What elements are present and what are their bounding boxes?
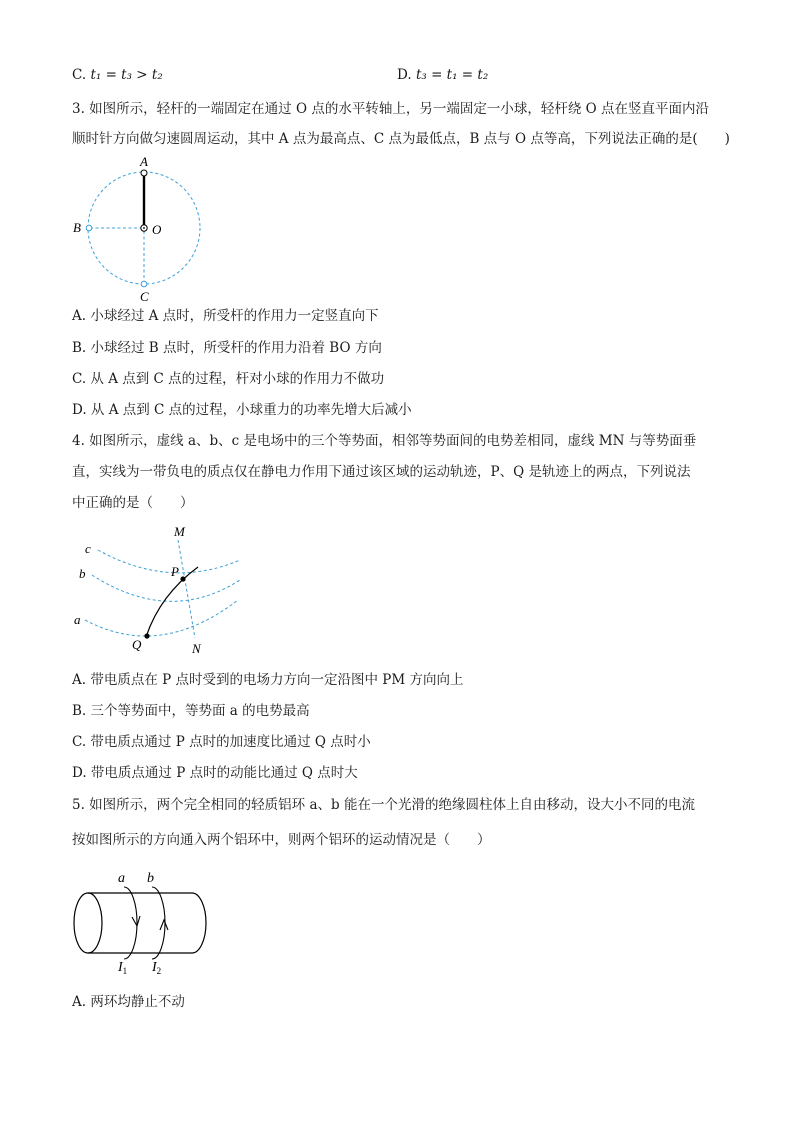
q5-label-i1 xyxy=(117,960,127,976)
q5-cylinder-figure xyxy=(70,865,215,980)
q3-label-c: C xyxy=(140,289,149,304)
q3-stem-line-2: 顺时针方向做匀速圆周运动，其中 A 点为最高点、C 点为最低点，B 点与 O 点等高，下列说法正确的是( ) xyxy=(72,131,730,147)
q3-option-b: B. 小球经过 B 点时，所受杆的作用力沿着 BO 方向 xyxy=(72,340,382,356)
q3-circle-figure xyxy=(70,155,210,305)
q3-label-o: O xyxy=(152,222,162,237)
q5-label-b: b xyxy=(147,871,154,886)
q5-label-i2-main: I xyxy=(152,960,157,975)
q5-cylinder-left-end xyxy=(74,893,102,953)
q2-option-d-expr: t₃ = t₁ = t₂ xyxy=(415,67,489,83)
q4-label-n: N xyxy=(192,641,201,656)
q4-label-a: a xyxy=(74,612,81,627)
q4-stem-line-3: 中正确的是（ ） xyxy=(72,495,194,511)
q3-label-a: A xyxy=(140,155,148,169)
q5-cylinder-right-end xyxy=(192,893,206,953)
q5-label-i1-main: I xyxy=(118,960,123,975)
q2-option-d xyxy=(397,66,488,84)
q4-equipotential-b xyxy=(92,575,240,601)
q4-option-d: D. 带电质点通过 P 点时的动能比通过 Q 点时大 xyxy=(72,765,358,781)
q3-point-c xyxy=(141,281,147,287)
q2-option-c-label: C. xyxy=(72,67,91,83)
q3-option-c: C. 从 A 点到 C 点的过程，杆对小球的作用力不做功 xyxy=(72,371,385,387)
q3-ball-a xyxy=(141,170,147,176)
q4-equipotential-figure xyxy=(70,520,250,660)
q4-line-mn xyxy=(178,540,195,638)
q4-stem-line-1: 4. 如图所示，虚线 a、b、c 是电场中的三个等势面，相邻等势面间的电势差相同，虚线 MN 与等势面垂 xyxy=(72,433,697,449)
q4-point-p xyxy=(180,576,185,581)
q5-option-a: A. 两环均静止不动 xyxy=(72,994,185,1010)
q5-label-i2-sub: 2 xyxy=(156,966,162,976)
q3-label-b: B xyxy=(73,220,81,235)
q2-option-c xyxy=(72,66,163,84)
q4-option-c: C. 带电质点通过 P 点时的加速度比通过 Q 点时小 xyxy=(72,734,371,750)
q5-label-a: a xyxy=(118,871,125,886)
q2-option-d-label: D. xyxy=(397,67,416,83)
q4-stem-line-2: 直，实线为一带负电的质点仅在静电力作用下通过该区域的运动轨迹，P、Q 是轨迹上的两点，下列说法 xyxy=(72,464,691,480)
q4-equipotential-c xyxy=(98,550,240,573)
q5-label-i2 xyxy=(151,960,161,976)
q3-option-d: D. 从 A 点到 C 点的过程，小球重力的功率先增大后减小 xyxy=(72,402,412,418)
q4-label-c: c xyxy=(85,541,91,556)
q3-stem-line-1: 3. 如图所示，轻杆的一端固定在通过 O 点的水平转轴上，另一端固定一小球，轻杆绕 O 点在竖直平面内沿 xyxy=(72,101,709,117)
q5-ring-a-arrow xyxy=(132,916,140,926)
q4-label-p: P xyxy=(171,564,179,579)
q5-stem-line-1: 5. 如图所示，两个完全相同的轻质铝环 a、b 能在一个光滑的绝缘圆柱体上自由移动，设大小不同的电流 xyxy=(72,797,695,813)
q4-label-b: b xyxy=(79,566,86,581)
q5-stem-line-2: 按如图所示的方向通入两个铝环中，则两个铝环的运动情况是（ ） xyxy=(72,832,491,848)
q4-label-m: M xyxy=(174,524,185,539)
q5-label-i1-sub: 1 xyxy=(122,966,128,976)
q3-pivot-o-dot xyxy=(143,227,145,229)
q4-point-q xyxy=(144,633,149,638)
q3-point-b xyxy=(86,225,92,231)
q4-label-q: Q xyxy=(132,637,142,652)
q2-option-c-expr: t₁ = t₃ > t₂ xyxy=(90,67,163,83)
q4-option-a: A. 带电质点在 P 点时受到的电场力方向一定沿图中 PM 方向向上 xyxy=(72,672,464,688)
q4-option-b: B. 三个等势面中，等势面 a 的电势最高 xyxy=(72,703,310,719)
q3-option-a: A. 小球经过 A 点时，所受杆的作用力一定竖直向下 xyxy=(72,308,379,324)
q5-ring-b-arrow xyxy=(160,920,168,930)
